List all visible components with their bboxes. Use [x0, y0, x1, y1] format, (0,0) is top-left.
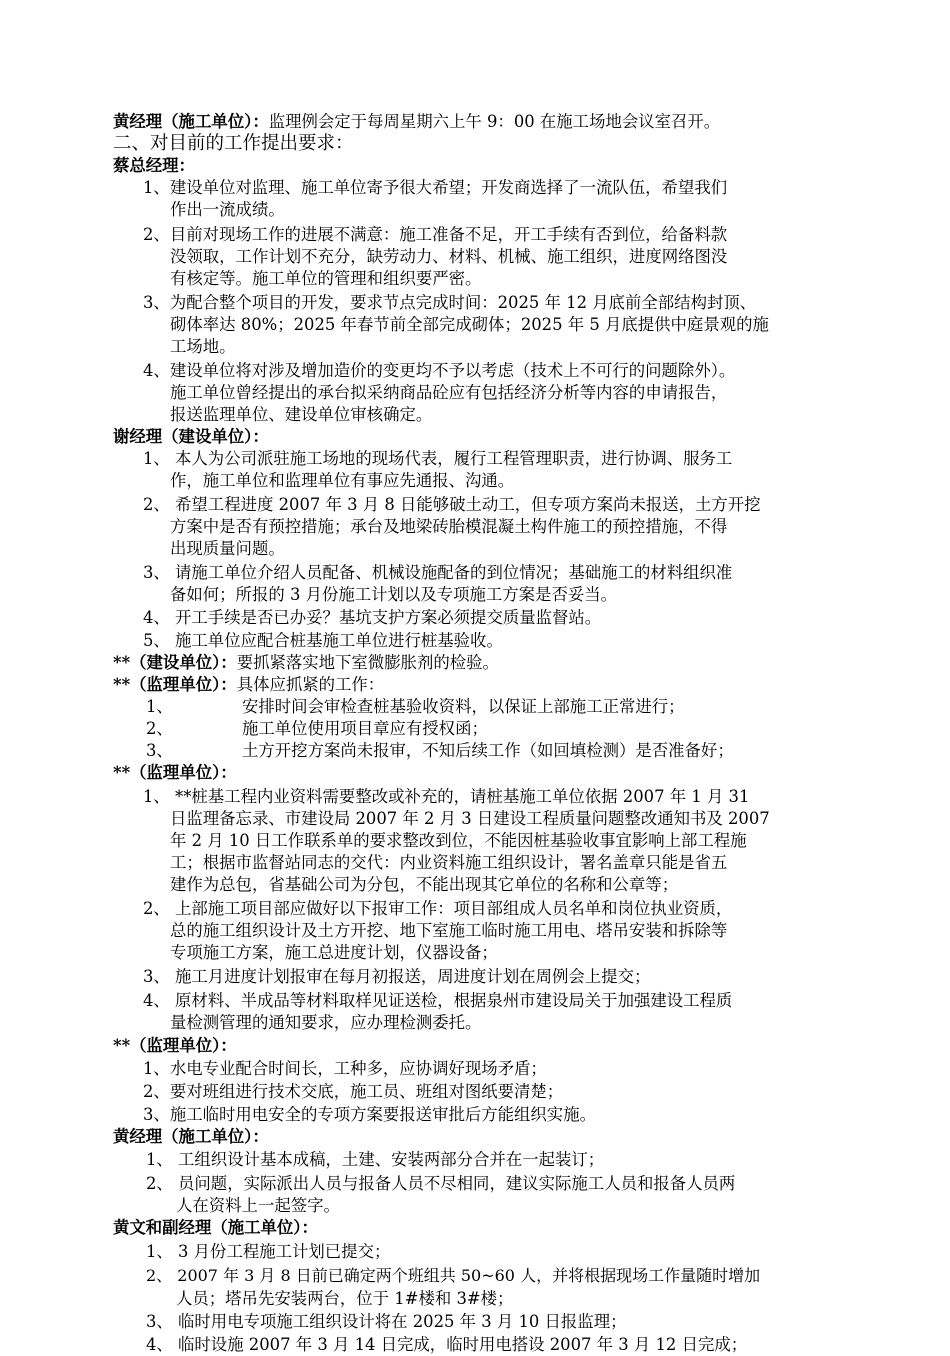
- list-item-continuation: 人在资料上一起签字。: [176, 1196, 340, 1215]
- list-item: 2、目前对现场工作的进展不满意：施工准备不足，开工手续有否到位，给备料款: [143, 225, 728, 244]
- list-item-continuation: 量检测管理的通知要求，应办理检测委托。: [170, 1013, 482, 1032]
- speaker-heading: 黄文和副经理（施工单位）：: [113, 1218, 318, 1237]
- list-item: 4、 临时设施 2007 年 3 月 14 日完成，临时用电搭设 2007 年 3 月 12 日完成；: [146, 1335, 748, 1354]
- list-item: 1、 本人为公司派驻施工场地的现场代表，履行工程管理职责，进行协调、服务工: [143, 449, 733, 468]
- list-number: 3、: [146, 741, 173, 760]
- list-item: 2、 希望工程进度 2007 年 3 月 8 日能够破土动工，但专项方案尚未报送，土方开挖: [143, 495, 761, 514]
- speaker-heading: **（监理单位）：: [113, 763, 237, 782]
- list-item-continuation: 作出一流成绩。: [170, 200, 285, 219]
- meeting-line: [113, 111, 720, 133]
- speaker-heading: 谢经理（建设单位）：: [113, 427, 269, 446]
- list-item: 土方开挖方案尚未报审，不知后续工作（如回填检测）是否准备好；: [242, 741, 734, 760]
- list-item: 2、 2007 年 3 月 8 日前已确定两个班组共 50~60 人，并将根据现场工作量随时增加: [146, 1266, 761, 1285]
- list-item-continuation: 报送监理单位、建设单位审核确定。: [170, 405, 433, 424]
- list-item: 1、 工组织设计基本成稿，土建、安装两部分合并在一起装订；: [146, 1150, 605, 1169]
- list-item-continuation: 出现质量问题。: [170, 539, 285, 558]
- list-item: 2、 上部施工项目部应做好以下报审工作：项目部组成人员名单和岗位执业资质，: [143, 899, 733, 918]
- list-item: 安排时间会审检查桩基验收资料，以保证上部施工正常进行；: [242, 697, 685, 716]
- list-item: 1、水电专业配合时间长，工种多，应协调好现场矛盾；: [143, 1059, 547, 1078]
- list-item-continuation: 砌体率达 80%；2025 年春节前全部完成砌体；2025 年 5 月底提供中庭景观的施: [170, 315, 769, 334]
- list-item-continuation: 方案中是否有预控措施；承台及地梁砖胎模混凝土构件施工的预控措施，不得: [170, 517, 728, 536]
- speaker-heading: **（监理单位）：: [113, 1036, 237, 1055]
- speaker-heading: 黄经理（施工单位）：: [113, 1127, 269, 1146]
- list-item: 2、要对班组进行技术交底，施工员、班组对图纸要清楚；: [143, 1082, 564, 1101]
- list-item: 3、 请施工单位介绍人员配备、机械设施配备的到位情况；基础施工的材料组织准: [143, 563, 733, 582]
- list-item-continuation: 年 2 月 10 日工作联系单的要求整改到位，不能因桩基验收事宜影响上部工程施: [170, 831, 747, 850]
- list-item-continuation: 作，施工单位和监理单位有事应先通报、沟通。: [170, 471, 515, 490]
- section-heading: 二、对目前的工作提出要求：: [113, 133, 354, 154]
- list-item-continuation: 建作为总包，省基础公司为分包，不能出现其它单位的名称和公章等；: [170, 875, 679, 894]
- list-item-continuation: 专项施工方案，施工总进度计划，仪器设备；: [170, 943, 498, 962]
- speaker-heading: 蔡总经理：: [113, 156, 195, 175]
- list-item: 施工单位使用项目章应有授权函；: [242, 719, 488, 738]
- list-number: 2、: [146, 719, 173, 738]
- paragraph-text: 监理例会定于每周星期六上午 9：00 在施工场地会议室召开。: [268, 112, 721, 131]
- list-item: 3、施工临时用电安全的专项方案要报送审批后方能组织实施。: [143, 1105, 596, 1124]
- list-item: 3、为配合整个项目的开发，要求节点完成时间：2025 年 12 月底前全部结构封顶、: [143, 293, 757, 312]
- list-item: 4、建设单位将对涉及增加造价的变更均不予以考虑（技术上不可行的问题除外）。: [143, 361, 736, 380]
- paragraph-text: 具体应抓紧的工作：: [236, 675, 385, 694]
- list-item-continuation: 人员；塔吊先安装两台，位于 1#楼和 3#楼；: [176, 1289, 514, 1308]
- list-item: 4、 原材料、半成品等材料取样见证送检，根据泉州市建设局关于加强建设工程质: [143, 991, 733, 1010]
- list-item: 5、 施工单位应配合桩基施工单位进行桩基验收。: [143, 631, 503, 650]
- list-item: 2、 员问题，实际派出人员与报备人员不尽相同，建议实际施工人员和报备人员两: [146, 1174, 736, 1193]
- list-item-continuation: 施工单位曾经提出的承台拟采纳商品砼应有包括经济分析等内容的申请报告，: [170, 383, 728, 402]
- list-item-continuation: 有核定等。施工单位的管理和组织要严密。: [170, 269, 482, 288]
- speaker-label: **（建设单位）：: [113, 653, 237, 672]
- list-item: 1、 3 月份工程施工计划已提交；: [146, 1242, 391, 1261]
- speaker-label: **（监理单位）：: [113, 675, 237, 694]
- list-item: 4、 开工手续是否已办妥？基坑支护方案必须提交质量监督站。: [143, 608, 602, 627]
- list-item-continuation: 工；根据市监督站同志的交代：内业资料施工组织设计，署名盖章只能是省五: [170, 853, 728, 872]
- speaker-line: [113, 674, 384, 696]
- list-number: 1、: [146, 697, 173, 716]
- list-item-continuation: 备如何；所报的 3 月份施工计划以及专项施工方案是否妥当。: [170, 585, 618, 604]
- list-item: 3、 施工月进度计划报审在每月初报送，周进度计划在周例会上提交；: [143, 967, 651, 986]
- list-item-continuation: 日监理备忘录、市建设局 2007 年 2 月 3 日建设工程质量问题整改通知书及 2007: [170, 809, 770, 828]
- paragraph-text: 要抓紧落实地下室微膨胀剂的检验。: [236, 653, 499, 672]
- list-item: 1、 **桩基工程内业资料需要整改或补充的，请桩基施工单位依据 2007 年 1 月 31: [143, 787, 750, 806]
- list-item-continuation: 没领取，工作计划不充分，缺劳动力、材料、机械、施工组织，进度网络图没: [170, 247, 728, 266]
- list-item-continuation: 总的施工组织设计及土方开挖、地下室施工临时施工用电、塔吊安装和拆除等: [170, 921, 728, 940]
- speaker-line: [113, 652, 499, 674]
- list-item-continuation: 工场地。: [170, 337, 236, 356]
- list-item: 3、 临时用电专项施工组织设计将在 2025 年 3 月 10 日报监理；: [146, 1312, 627, 1331]
- speaker-label: 黄经理（施工单位）：: [113, 112, 269, 131]
- list-item: 1、建设单位对监理、施工单位寄予很大希望；开发商选择了一流队伍，希望我们: [143, 178, 728, 197]
